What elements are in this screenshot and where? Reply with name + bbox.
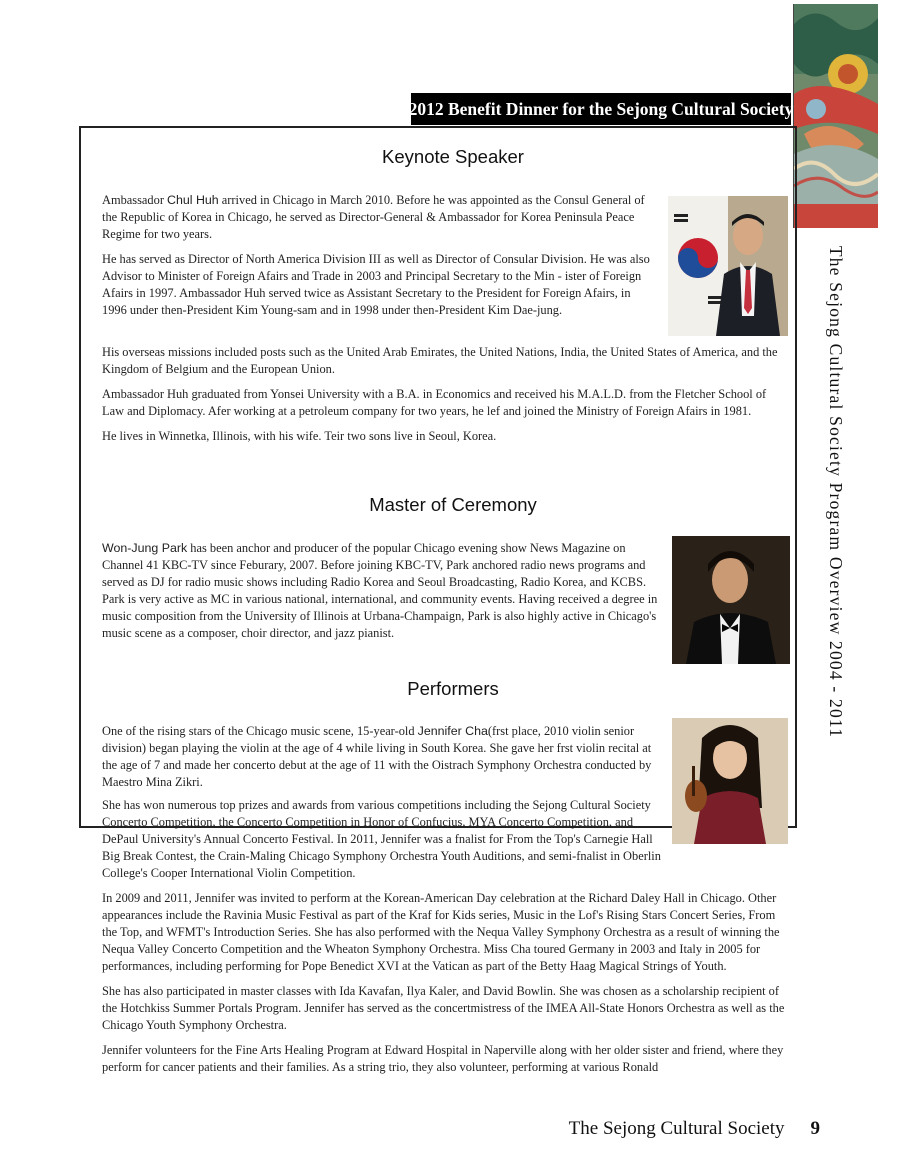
keynote-paragraph-3: His overseas missions included posts such as the United Arab Emirates, the United Nations, India, the United States of America, and the Kingdom of Belgium and the European Union. [102,345,778,376]
page-footer [540,1116,820,1142]
keynote-p1-lead: Ambassador [102,193,168,207]
performer-paragraph-2 [102,797,662,882]
side-title [811,242,861,742]
side-title-text: The Sejong Cultural Society Program Overview 2004 - 2011 [826,245,847,739]
performer-p2-text: She has won numerous top prizes and awards from various competitions including the Sejong Cultural Society Concerto Competition, the Concerto Competition in Honor of Confucius, MYA Concerto Competition, and DePaul University's Annual Concerto Festival. In 2011, Jennifer was a fnalist for From the Top's Carnegie Hall Big Break Contest, the Crain-Maling Chicago Symphony Orchestra Youth Auditions, and semi-fnalist in Oberlin College's Cooper International Violin Competition. [102,798,661,880]
keynote-paragraph-1 [102,192,658,243]
mc-name: Won-Jung Park [102,541,188,555]
mc-heading: Master of Ceremony [369,494,537,515]
keynote-intro [102,192,658,327]
mc-text: has been anchor and producer of the popular Chicago evening show News Magazine on Channel 41 KBC-TV since Feburary, 2007. Before joining KBC-TV, Park anchored radio news programs and served as DJ for radio music shows including Radio Korea and Seoul Broadcasting, Radio Korea, and KCBS. Park is very active as MC in various national, international, and community events. Having received a degree in music composition from the University of Illinois at Urbana-Champaign, Park is also highly active in Chicago's music scene as a composer, choir director, and jazz pianist. [102,541,658,640]
keynote-more [102,344,790,453]
performer-paragraph-5: Jennifer volunteers for the Fine Arts Healing Program at Edward Hospital in Naperville along with her older sister and friend, where they perform for cancer patients and their families. As a string trio, they also volunteer, performing at various Ronald [102,1043,784,1074]
keynote-speaker-name: Chul Huh [167,193,219,207]
keynote-p1-rest: arrived in Chicago in March 2010. Before he was appointed as the Consul General of the Republic of Korea in Chicago, he served as Director-General & Ambassador for Korea Peninsula Peace Regime for two years. [102,193,645,241]
keynote-paragraph-4: Ambassador Huh graduated from Yonsei University with a B.A. in Economics and received his M.A.L.D. from the Fletcher School of Law and Diplomacy. Afer working at a petroleum company for two years, he lef and joined the Ministry of Foreign Afairs in 1981. [102,387,767,418]
performer-intro [102,723,662,799]
mc-photo [672,536,790,664]
keynote-paragraph-2: He has served as Director of North America Division III as well as Director of Consular Division. He was also Advisor to Minister of Foreign Afairs and Trade in 2003 and Principal Secretary to the Min - ister of Foreign Afairs in 1997. Ambassador Huh served twice as Assistant Secretary to the President for Foreign Afairs, in 1996 under then-President Kim Young-sam and in 1998 under then-President Kim Dae-jung. [102,252,650,317]
performers-heading: Performers [407,678,499,699]
decorative-art-strip [793,4,878,228]
performer-paragraph-4: She has also participated in master classes with Ida Kavafan, Ilya Kaler, and David Bowlin. She was chosen as a scholarship recipient of the Hotchkiss Summer Portals Program. Jennifer has served as the concertmistress of the IMEA All-State Honors Orchestra as well as the Chicago Youth Symphony Orchestra. [102,984,785,1032]
keynote-paragraph-5: He lives in Winnetka, Illinois, with his wife. Teir two sons live in Seoul, Korea. [102,429,497,443]
keynote-heading: Keynote Speaker [382,146,524,167]
performer-paragraph-3: In 2009 and 2011, Jennifer was invited to perform at the Korean-American Day celebration at the Richard Daley Hall in Chicago. Other appearances include the Ravinia Music Festival as part of the Kraf for Kids series, Music in the Lof's Rising Stars Concert Series, From the Top, and WFMT's Introduction Series. She has also performed with the Nequa Valley Symphony Orchestra as a result of winning the Nequa Valley Concerto Competition and the Wheaton Symphony Orchestra. Miss Cha toured Germany in 2003 and Italy in 2005 for performances, including performing for Pope Benedict XVI at the Vatican as part of the Betty Haag Magical Strings of Youth. [102,891,780,973]
performer-more [102,797,790,1084]
keynote-speaker-photo [668,196,788,336]
performer-paragraph-1 [102,723,662,791]
performer-p1-rest: (frst place, 2010 violin senior division) began playing the violin at the age of 4 while living in South Korea. She gave her frst violin recital at the age of 7 and made her concerto debut at the age of 11 with the Oistrach Symphony Orchestra conducted by Maestro Mina Zikri. [102,724,652,789]
performer-p1-lead: One of the rising stars of the Chicago music scene, 15-year-old [102,724,418,738]
performer-name: Jennifer Cha [417,724,488,738]
mc-paragraph [102,540,662,642]
mc-bio [102,540,662,650]
page-number: 9 [810,1118,820,1139]
footer-org: The Sejong Cultural Society [568,1118,785,1139]
event-banner: 2012 Benefit Dinner for the Sejong Cultural Society [411,93,791,125]
